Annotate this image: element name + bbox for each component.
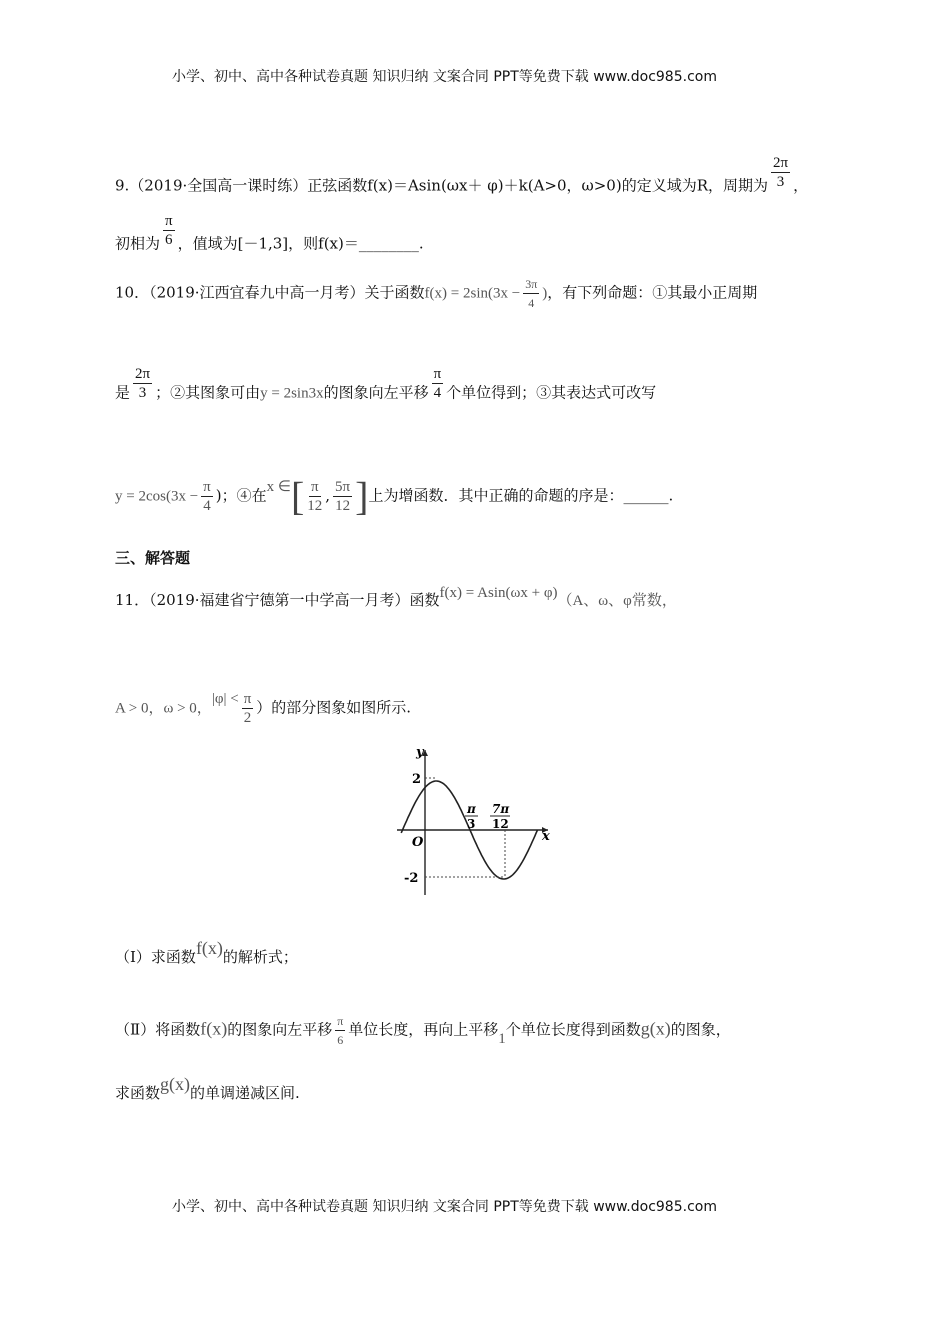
q11-line1: 11．（2019·福建省宁德第一中学高一月考）函数f(x) = Asin(ωx + φ)（A、ω、φ常数，	[115, 585, 677, 609]
tick-7pi12-num: 7π	[492, 802, 510, 816]
q9-text: 9.（2019·全国高一课时练）正弦函数f(x)＝Asin(ωx＋ φ)＋k(A>0，ω>0)的定义域为R，周期为	[115, 176, 769, 195]
q11-part1: （Ⅰ）求函数f(x)的解析式；	[115, 938, 298, 966]
q9-line2: 初相为 $\frac{\pi}{6}$ ，值域为[－1,3]，则f(x)＝________.	[115, 213, 424, 253]
x-label: x	[542, 829, 550, 844]
tick-pi3-den: 3	[467, 817, 476, 831]
section-title: 三、解答题	[115, 549, 191, 567]
tick-pi3-num: π	[467, 802, 476, 816]
ymin-label: -2	[404, 871, 419, 886]
page-footer: 小学、初中、高中各种试卷真题 知识归纳 文案合同 PPT等免费下载 www.doc985.com	[172, 1199, 717, 1215]
q10-line1: 10．（2019·江西宜春九中高一月考）关于函数f(x) = 2sin(3x − $\frac{3\pi}{4}$ )，有下列命题：①其最小正周期	[115, 277, 758, 310]
ymax-label: 2	[412, 772, 422, 787]
tick-7pi12-den: 12	[492, 817, 509, 831]
fraction-period: $\frac{2\pi}{3}$	[773, 155, 789, 190]
q10-line3: y = 2cos(3x − $\frac{\pi}{4}$ )；④在x ∈[ $\frac{\pi}{12}$ , $\frac{5\pi}{12}$ ]上为增函数．其中正确的命题的序是：______.	[115, 473, 674, 519]
q9-line1: 9.（2019·全国高一课时练）正弦函数f(x)＝Asin(ωx＋ φ)＋k(A>0，ω>0)的定义域为R，周期为 $\frac{2\pi}{3}$ ，	[115, 155, 809, 195]
q11-part2: （Ⅱ）将函数f(x)的图象向左平移 $\frac{\pi}{6}$ 单位长度，再向上平移1个单位长度得到函数g(x)的图象，	[115, 1014, 731, 1047]
page-header: 小学、初中、高中各种试卷真题 知识归纳 文案合同 PPT等免费下载 www.doc985.com	[172, 69, 717, 85]
axis-arrows	[422, 750, 548, 833]
q11-part3: 求函数g(x)的单调递减区间.	[115, 1074, 300, 1102]
fraction-phase: $\frac{\pi}{6}$	[165, 213, 173, 248]
q10-line2: 是 $\frac{2\pi}{3}$ ；②其图象可由y = 2sin3x的图象向左平移 $\frac{\pi}{4}$ 个单位得到；③其表达式可改写	[115, 366, 657, 402]
sine-graph	[390, 740, 560, 900]
y-label: y	[416, 745, 424, 760]
origin-label: O	[412, 835, 424, 850]
q11-line2: A > 0，ω > 0，|φ| < $\frac{\pi}{2}$ ）的部分图象如图所示.	[115, 690, 412, 726]
